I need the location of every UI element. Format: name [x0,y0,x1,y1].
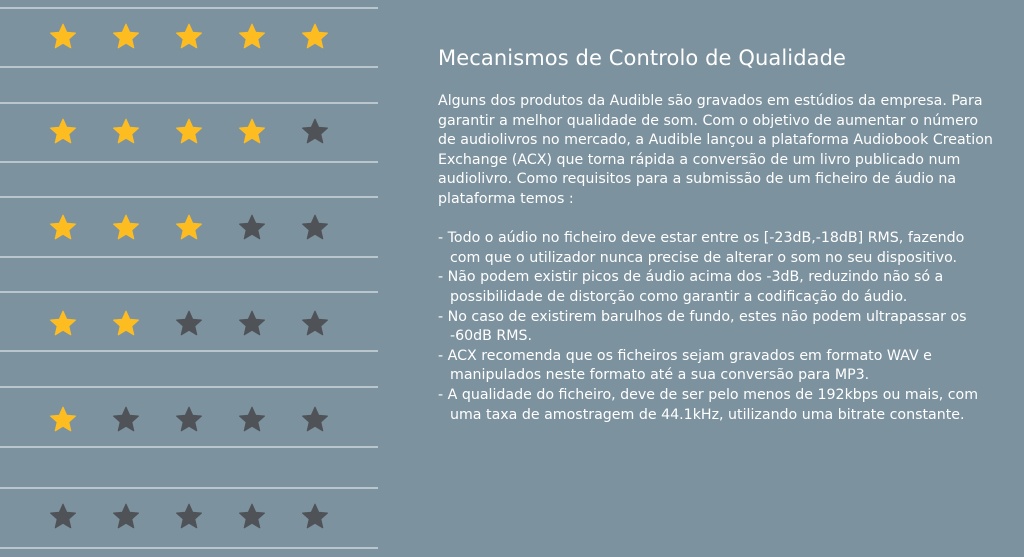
star-empty-icon [300,405,330,435]
divider-line [0,350,378,352]
requirement-item: - Não podem existir picos de áudio acima dos -3dB, reduzindo não só a possibilidade de distorção como garantir a codificação do áudio. [438,269,944,305]
intro-paragraph: Alguns dos produtos da Audible são gravados em estúdios da empresa. Para garantir a melhor qualidade de som. Com o objetivo de aumentar o número de audiolivros no mercado, a Audible lançou a plataforma Audiobook Creation Exchange (ACX) que torna rápida a conversão de um livro publicado num audiolivro. Como requisitos para a submissão de um ficheiro de áudio na plataforma temos : [438,93,993,207]
star-empty-icon [174,502,204,532]
star-filled-icon [48,117,78,147]
star-empty-icon [111,405,141,435]
quality-control-panel [438,44,998,425]
divider-line [0,386,378,388]
star-filled-icon [111,309,141,339]
rating-row [0,22,380,52]
requirement-item: - ACX recomenda que os ficheiros sejam gravados em formato WAV e manipulados neste formato até a sua conversão para MP3. [438,347,932,384]
requirement-item: - No caso de existirem barulhos de fundo, estes não podem ultrapassar os -60dB RMS. [438,308,967,345]
divider-line [0,196,378,198]
star-filled-icon [300,22,330,52]
star-filled-icon [174,213,204,243]
star-empty-icon [174,405,204,435]
star-empty-icon [300,502,330,532]
divider-line [0,66,378,68]
star-empty-icon [300,213,330,243]
divider-line [0,487,378,489]
rating-row [0,213,380,243]
star-filled-icon [111,22,141,52]
rating-scale [0,0,380,557]
star-empty-icon [237,405,267,435]
star-filled-icon [174,22,204,52]
divider-line [0,161,378,163]
requirement-item: - Todo o aúdio no ficheiro deve estar entre os [-23dB,-18dB] RMS, fazendo com que o utilizador nunca precise de alterar o som no seu dispositivo. [438,230,965,266]
star-empty-icon [174,309,204,339]
rating-row [0,405,380,435]
star-filled-icon [48,213,78,243]
star-filled-icon [111,117,141,147]
star-filled-icon [48,22,78,52]
star-filled-icon [48,405,78,435]
requirement-item: - A qualidade do ficheiro, deve de ser pelo menos de 192kbps ou mais, com uma taxa de amostragem de 44.1kHz, utilizando uma bitrate constante. [438,386,979,423]
rating-row [0,502,380,532]
star-filled-icon [48,309,78,339]
divider-line [0,102,378,104]
star-filled-icon [111,213,141,243]
star-empty-icon [48,502,78,532]
panel-title: Mecanismos de Controlo de Qualidade [438,46,847,70]
divider-line [0,291,378,293]
divider-line [0,547,378,549]
star-empty-icon [300,309,330,339]
star-empty-icon [300,117,330,147]
star-empty-icon [111,502,141,532]
star-empty-icon [237,309,267,339]
star-filled-icon [174,117,204,147]
star-empty-icon [237,502,267,532]
divider-line [0,7,378,9]
star-empty-icon [237,213,267,243]
star-filled-icon [237,22,267,52]
divider-line [0,446,378,448]
divider-line [0,256,378,258]
rating-row [0,309,380,339]
rating-row [0,117,380,147]
requirements-list [438,229,998,425]
panel-body [438,92,998,425]
star-filled-icon [237,117,267,147]
